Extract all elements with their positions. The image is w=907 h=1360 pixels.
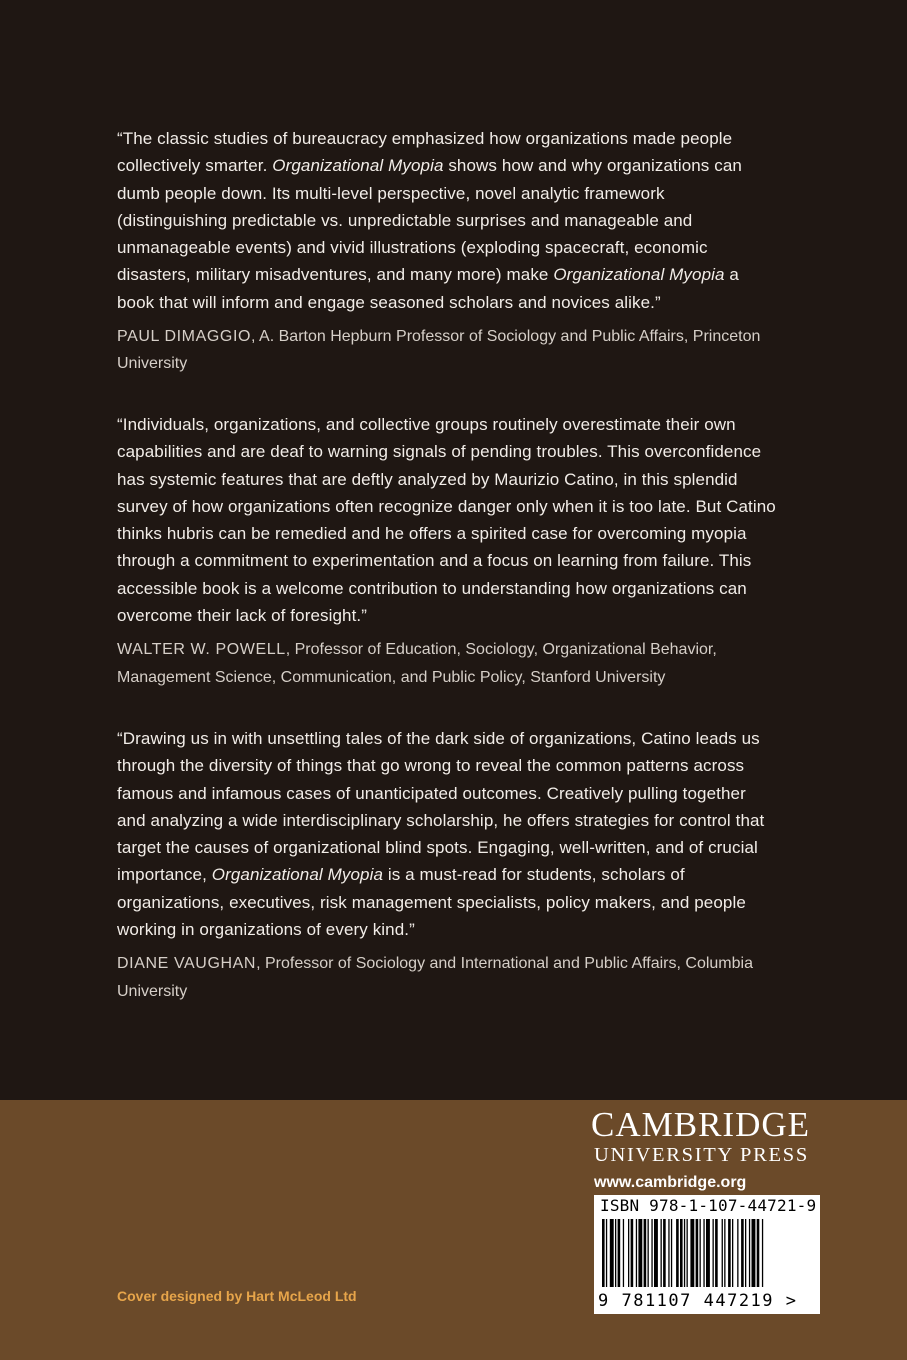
barcode-bars — [594, 1219, 820, 1291]
barcode-bar — [690, 1219, 694, 1287]
barcode-digits: 9 781107 447219 > — [598, 1291, 798, 1311]
barcode-bar — [737, 1219, 738, 1287]
endorsement-1 — [117, 125, 777, 378]
barcode-bar — [663, 1219, 666, 1287]
barcode-bar — [618, 1219, 621, 1287]
barcode-bar — [752, 1219, 756, 1287]
barcode-bar — [636, 1219, 637, 1287]
quote-text: “Drawing us in with unsettling tales of the dark side of organizations, Catino leads us through the diversity of things that go wrong to reveal the common patterns across famous and infamous cases of unanticipated outcomes. Creatively pulling together and analyzing a wide interdisciplinary scholarship, he offers strategies for control that target the causes of organizational blind spots. Engaging, well-written, and of crucial importance, — [117, 729, 765, 885]
publisher-url: www.cambridge.org — [594, 1174, 747, 1191]
barcode-bar — [631, 1219, 634, 1287]
barcode-bar — [715, 1219, 718, 1287]
endorser-affiliation: , A. Barton Hepburn Professor of Sociology and Public Affairs, Princeton University — [117, 328, 761, 373]
quote-text: is a must-read for students, scholars of organizations, executives, risk management specialists, policy makers, and people working in organizations of every kind.” — [117, 865, 746, 940]
book-title-italic: Organizational Myopia — [553, 265, 725, 285]
barcode-bar — [680, 1219, 683, 1287]
endorsement-2 — [117, 411, 777, 691]
quote-text: “The classic studies of bureaucracy emphasized how organizations made people collectively smarter. — [117, 129, 733, 176]
barcode-bar — [606, 1219, 607, 1287]
endorsement-quote — [117, 125, 777, 316]
barcode-bar — [700, 1219, 701, 1287]
quote-text: a book that will inform and engage seasoned scholars and novices alike.” — [117, 265, 739, 312]
isbn-label: ISBN 978-1-107-44721-9 — [600, 1196, 817, 1215]
barcode-bar — [676, 1219, 679, 1287]
endorsement-attribution — [117, 323, 777, 378]
quote-text: “Individuals, organizations, and collective groups routinely overestimate their own capabilities and are deaf to warning signals of pending troubles. This overconfidence has systemic features that are deftly analyzed by Maurizio Catino, in this splendid survey of how organizations often recognize danger only when it is too late. But Catino thinks hubris can be remedied and he offers a spirited case for overcoming myopia through a commitment to experimentation and a focus on learning from failure. This accessible book is a welcome contribution to understanding how organizations can overcome their lack of foresight.” — [117, 415, 776, 626]
publisher-subtitle: UNIVERSITY PRESS — [594, 1144, 809, 1166]
endorsement-quote — [117, 725, 777, 943]
barcode-bar — [722, 1219, 723, 1287]
barcode-bar — [703, 1219, 704, 1287]
barcode-bar — [728, 1219, 731, 1287]
cover-design-credit: Cover designed by Hart McLeod Ltd — [117, 1288, 357, 1304]
barcode-bar — [749, 1219, 750, 1287]
endorser-affiliation: , Professor of Education, Sociology, Organizational Behavior, Management Science, Communication, and Public Policy, Stanford University — [117, 641, 717, 686]
barcode-bar — [623, 1219, 624, 1287]
barcode-bar — [668, 1219, 669, 1287]
barcode-bar — [654, 1219, 658, 1287]
endorser-affiliation: , Professor of Sociology and International and Public Affairs, Columbia University — [117, 955, 753, 1000]
publisher-band — [0, 1100, 907, 1360]
book-title-italic: Organizational Myopia — [272, 156, 444, 176]
barcode-bar — [651, 1219, 652, 1287]
barcode-bar — [648, 1219, 649, 1287]
barcode-bar — [615, 1219, 616, 1287]
barcode-bar — [757, 1219, 760, 1287]
barcode-bar — [732, 1219, 733, 1287]
endorsement-attribution — [117, 950, 777, 1005]
barcode-bar — [644, 1219, 647, 1287]
barcode-bar — [696, 1219, 699, 1287]
endorsement-3 — [117, 725, 777, 1005]
barcode-bar — [638, 1219, 642, 1287]
barcode-bar — [724, 1219, 725, 1287]
book-title-italic: Organizational Myopia — [211, 865, 383, 885]
endorser-name: WALTER W. POWELL — [117, 641, 286, 659]
barcode-bar — [762, 1219, 763, 1287]
barcode-bar — [671, 1219, 672, 1287]
quote-text: shows how and why organizations can dumb people down. Its multi-level perspective, novel analytic framework (distinguishing predictable vs. unpredictable surprises and manageable and unmanageable events) and vivid illustrations (exploding spacecraft, economic disasters, military misadventures, and many more) make — [117, 156, 742, 285]
publisher-name: CAMBRIDGE — [591, 1105, 811, 1144]
barcode-bar — [628, 1219, 629, 1287]
barcode-bar — [687, 1219, 688, 1287]
barcode-bar — [602, 1219, 605, 1287]
barcode-bar — [684, 1219, 685, 1287]
endorser-name: PAUL DIMAGGIO — [117, 328, 252, 346]
barcode-bar — [706, 1219, 710, 1287]
publisher-logo — [591, 1106, 823, 1192]
isbn-barcode — [594, 1195, 820, 1314]
endorsement-attribution — [117, 636, 777, 691]
barcode-bar — [741, 1219, 744, 1287]
endorsement-quote — [117, 411, 777, 629]
barcode-bar — [661, 1219, 662, 1287]
barcode-bar — [745, 1219, 746, 1287]
barcode-bar — [713, 1219, 714, 1287]
barcode-bar — [610, 1219, 614, 1287]
endorser-name: DIANE VAUGHAN — [117, 955, 257, 973]
